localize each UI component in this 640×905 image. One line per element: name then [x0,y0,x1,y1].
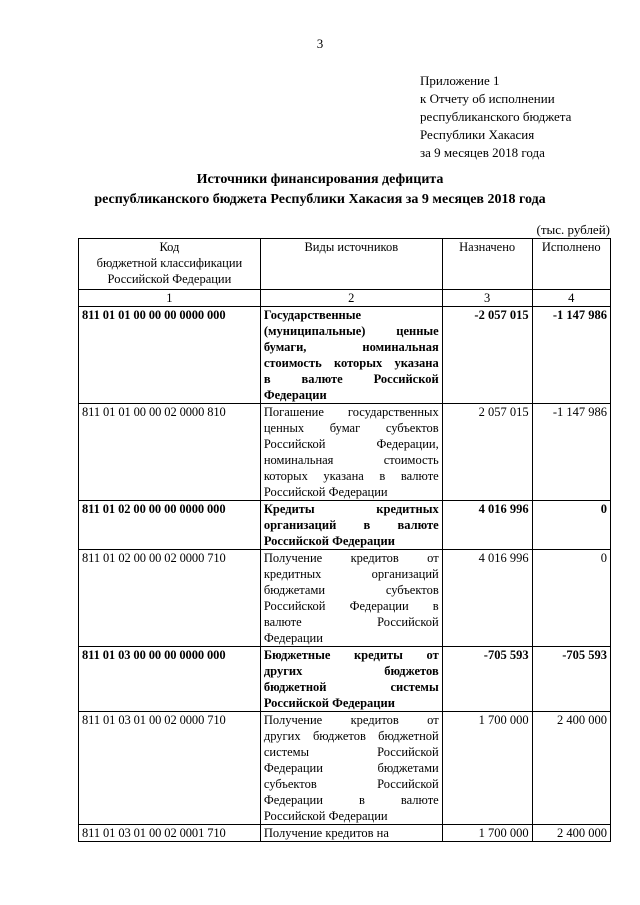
header-executed: Исполнено [532,239,610,290]
cell-code: 811 01 01 00 00 00 0000 000 [79,307,261,404]
description-line: Российской Федерации [263,809,388,823]
description-line: Федерации в валюте [263,793,439,807]
appendix-line: к Отчету об исполнении [420,91,555,106]
description-line: бюджетами субъектов [263,583,439,597]
description-line: Российской Федерации, [263,437,439,451]
cell-executed: 0 [532,550,610,647]
page-number: 3 [316,36,324,51]
description-line: Получение кредитов на [263,826,389,840]
title-line-1: Источники финансирования дефицита [196,172,444,187]
cell-executed: -705 593 [532,647,610,712]
description-line: Российской Федерации в [263,599,439,613]
description-line: ценных бумаг субъектов [263,421,439,435]
cell-executed: -1 147 986 [532,404,610,501]
column-number: 1 [79,290,261,307]
cell-executed: 2 400 000 [532,825,610,842]
cell-description [260,404,442,501]
column-number-row [79,290,611,307]
description-line: Российской Федерации [263,534,395,548]
description-line: других бюджетов бюджетной [263,729,439,743]
description-line: Российской Федерации [263,485,388,499]
table-body [79,307,611,842]
cell-description [260,307,442,404]
description-line: Получение кредитов от [263,551,439,565]
header-code [79,239,261,290]
table-row [79,307,611,404]
description-line: Получение кредитов от [263,713,439,727]
cell-code: 811 01 03 01 00 02 0001 710 [79,825,261,842]
description-line: субъектов Российской [263,777,439,791]
cell-assigned: 1 700 000 [442,825,532,842]
table-row [79,501,611,550]
appendix-line: Приложение 1 [420,73,500,88]
description-line: Федерации [263,631,323,645]
header-code-line: Код [159,240,180,254]
cell-description [260,550,442,647]
title-line-2: республиканского бюджета Республики Хакасия за 9 месяцев 2018 года [94,192,546,207]
column-number: 2 [260,290,442,307]
budget-sources-table [78,238,611,842]
description-line: Государственные [263,308,362,322]
description-line: бюджетной системы [263,680,439,694]
column-number: 4 [532,290,610,307]
description-line: номинальная стоимость [263,453,439,467]
cell-assigned: -2 057 015 [442,307,532,404]
column-number: 3 [442,290,532,307]
description-line: (муниципальные) ценные [263,324,439,338]
table-row [79,404,611,501]
description-line: Бюджетные кредиты от [263,648,439,662]
description-line: валюте Российской [263,615,439,629]
header-code-line: Российской Федерации [107,272,232,286]
header-code-line: бюджетной классификации [96,256,243,270]
appendix-line: Республики Хакасия [420,127,535,142]
description-line: Российской Федерации [263,696,395,710]
cell-description [260,712,442,825]
table-row [79,825,611,842]
appendix-header [420,72,571,162]
cell-description [260,647,442,712]
description-line: которых указана в валюте [263,469,439,483]
cell-code: 811 01 02 00 00 00 0000 000 [79,501,261,550]
cell-assigned: 4 016 996 [442,501,532,550]
appendix-line: за 9 месяцев 2018 года [420,145,545,160]
cell-code: 811 01 03 00 00 00 0000 000 [79,647,261,712]
unit-note: (тыс. рублей) [536,222,610,237]
document-title [0,170,640,210]
table-row [79,647,611,712]
appendix-line: республиканского бюджета [420,109,572,124]
description-line: Кредиты кредитных [263,502,439,516]
description-line: Федерации бюджетами [263,761,439,775]
cell-executed: 2 400 000 [532,712,610,825]
description-line: других бюджетов [263,664,439,678]
description-line: системы Российской [263,745,439,759]
description-line: бумаги, номинальная [263,340,439,354]
cell-description [260,501,442,550]
cell-executed: -1 147 986 [532,307,610,404]
cell-assigned: 2 057 015 [442,404,532,501]
cell-assigned: 4 016 996 [442,550,532,647]
description-line: в валюте Российской [263,372,439,386]
cell-code: 811 01 02 00 00 02 0000 710 [79,550,261,647]
table-row [79,712,611,825]
header-source-type: Виды источников [260,239,442,290]
cell-description [260,825,442,842]
description-line: кредитных организаций [263,567,439,581]
cell-code: 811 01 01 00 00 02 0000 810 [79,404,261,501]
cell-code: 811 01 03 01 00 02 0000 710 [79,712,261,825]
description-line: организаций в валюте [263,518,439,532]
cell-assigned: -705 593 [442,647,532,712]
table-row [79,550,611,647]
cell-executed: 0 [532,501,610,550]
description-line: стоимость которых указана [263,356,439,370]
table-header-row [79,239,611,290]
cell-assigned: 1 700 000 [442,712,532,825]
description-line: Погашение государственных [263,405,439,419]
header-assigned: Назначено [442,239,532,290]
description-line: Федерации [263,388,327,402]
